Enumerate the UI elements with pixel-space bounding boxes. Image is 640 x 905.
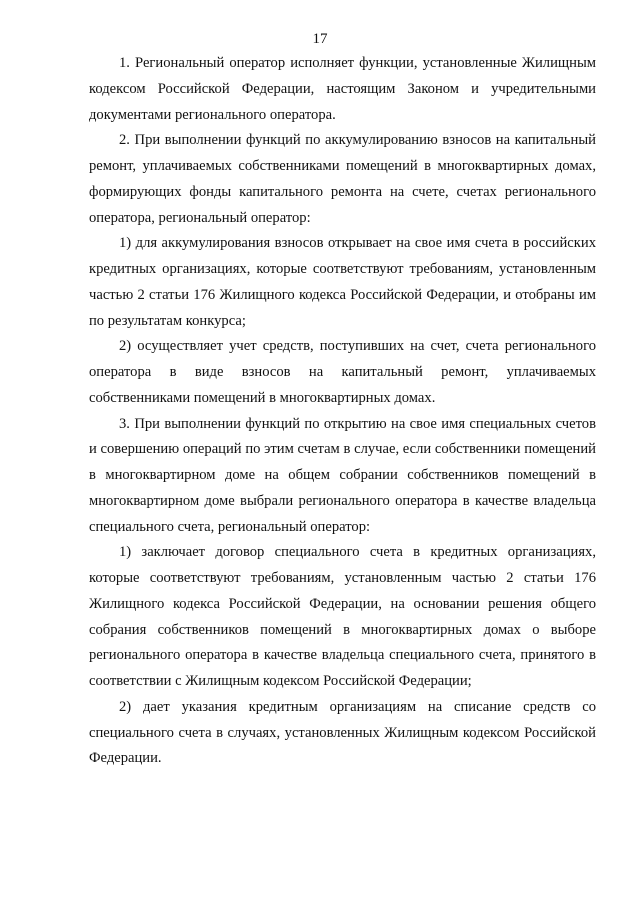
document-body xyxy=(89,51,596,772)
paragraph-2-item-2: 2) осуществляет учет средств, поступивших на счет, счета регионального оператора в виде взносов на капитальный ремонт, уплачиваемых собственниками помещений в многоквартирных домах. xyxy=(89,338,596,406)
paragraph-1: 1. Региональный оператор исполняет функции, установленные Жилищным кодексом Российской Федерации, настоящим Законом и учредительными документами регионального оператора. xyxy=(89,55,596,123)
paragraph-3: 3. При выполнении функций по открытию на свое имя специальных счетов и совершению операций по этим счетам в случае, если собственники помещений в многоквартирном доме на общем собрании собственников помещений в многоквартирном доме выбрали регионального оператора в качестве владельца специального счета, региональный оператор: xyxy=(89,415,596,535)
paragraph-2: 2. При выполнении функций по аккумулированию взносов на капитальный ремонт, уплачиваемых собственниками помещений в многоквартирных домах, формирующих фонды капитального ремонта на счете, счетах регионального оператора, региональный оператор: xyxy=(89,132,596,226)
paragraph-3-item-1: 1) заключает договор специального счета в кредитных организациях, которые соответствуют требованиям, установленным частью 2 статьи 176 Жилищного кодекса Российской Федерации, на основании решения общего собрания собственников помещений в многоквартирных домах о выборе регионального оператора в качестве владельца специального счета, принятого в соответствии с Жилищным кодексом Российской Федерации; xyxy=(89,544,596,689)
paragraph-2-item-1: 1) для аккумулирования взносов открывает на свое имя счета в российских кредитных организациях, которые соответствуют требованиям, установленным частью 2 статьи 176 Жилищного кодекса Российской Федерации, и отобраны им по результатам конкурса; xyxy=(89,235,596,329)
paragraph-3-item-2: 2) дает указания кредитным организациям на списание средств со специального счета в случаях, установленных Жилищным кодексом Российской Федерации. xyxy=(89,698,596,767)
page-number: 17 xyxy=(312,31,328,47)
